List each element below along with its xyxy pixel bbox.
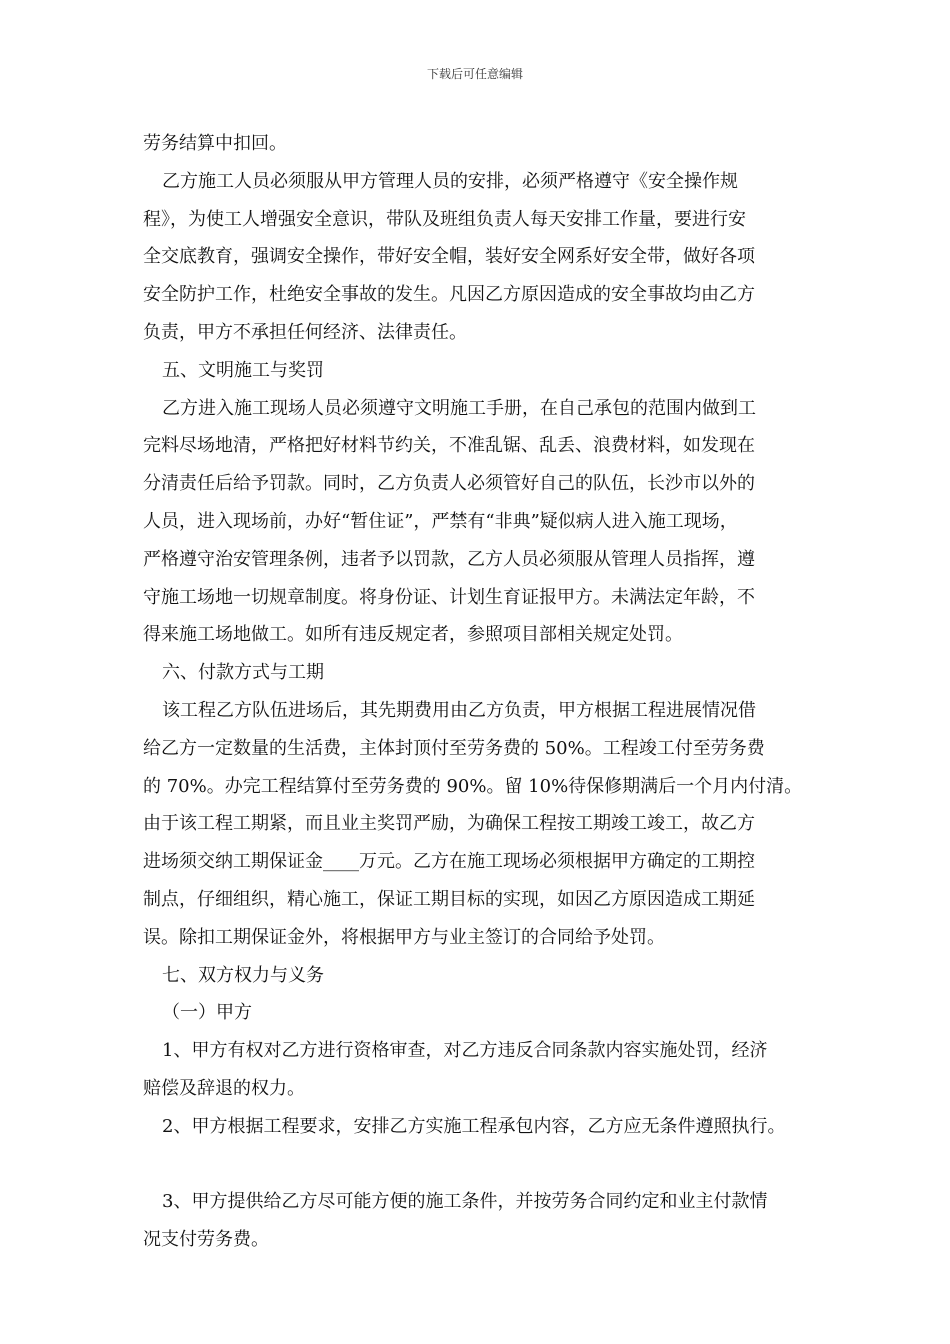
text-line: 给乙方一定数量的生活费，主体封顶付至劳务费的 50%。工程竣工付至劳务费: [143, 737, 765, 759]
text-line: 3、甲方提供给乙方尽可能方便的施工条件，并按劳务合同约定和业主付款情: [162, 1191, 768, 1213]
text-line: 赔偿及辞退的权力。: [143, 1077, 305, 1099]
text-line: 2、甲方根据工程要求，安排乙方实施工程承包内容，乙方应无条件遵照执行。: [162, 1115, 786, 1137]
text-line: 全交底教育，强调安全操作，带好安全帽，装好安全网系好安全带，做好各项: [143, 246, 755, 268]
text-line: 的 70%。办完工程结算付至劳务费的 90%。留 10%待保修期满后一个月内付清。: [143, 775, 803, 797]
text-line: 程》，为使工人增强安全意识，带队及班组负责人每天安排工作量，要进行安: [143, 208, 746, 230]
text-line: 得来施工场地做工。如所有违反规定者，参照项目部相关规定处罚。: [143, 624, 683, 646]
text-line: 分清责任后给予罚款。同时，乙方负责人必须管好自己的队伍，长沙市以外的: [143, 473, 755, 495]
section-heading: 七、双方权力与义务: [162, 964, 324, 986]
page-header: 下载后可任意编辑: [426, 67, 523, 81]
section-heading: 五、文明施工与奖罚: [162, 359, 324, 381]
text-line: 误。除扣工期保证金外，将根据甲方与业主签订的合同给予处罚。: [143, 926, 665, 948]
text-line: 乙方施工人员必须服从甲方管理人员的安排，必须严格遵守《安全操作规: [162, 170, 738, 192]
text-line: 安全防护工作，杜绝安全事故的发生。凡因乙方原因造成的安全事故均由乙方: [143, 284, 755, 306]
text-line: 完料尽场地清，严格把好材料节约关，不准乱锯、乱丢、浪费材料，如发现在: [143, 435, 755, 457]
subsection-heading: （一）甲方: [162, 1002, 252, 1024]
text-line: 乙方进入施工现场人员必须遵守文明施工手册，在自己承包的范围内做到工: [162, 397, 756, 419]
section-heading: 六、付款方式与工期: [162, 662, 324, 684]
blank-line: [143, 1146, 813, 1184]
text-line: 该工程乙方队伍进场后，其先期费用由乙方负责，甲方根据工程进展情况借: [162, 699, 756, 721]
text-line: 守施工场地一切规章制度。将身份证、计划生育证报甲方。未满法定年龄，不: [143, 586, 755, 608]
text-line: 制点，仔细组织，精心施工，保证工期目标的实现，如因乙方原因造成工期延: [143, 888, 755, 910]
text-line: 1、甲方有权对乙方进行资格审查，对乙方违反合同条款内容实施处罚，经济: [162, 1040, 768, 1062]
text-line: 进场须交纳工期保证金____万元。乙方在施工现场必须根据甲方确定的工期控: [143, 851, 755, 873]
text-line: 人员，进入现场前，办好“暂住证”，严禁有“非典”疑似病人进入施工现场，: [143, 510, 738, 532]
text-line: 严格遵守治安管理条例，违者予以罚款，乙方人员必须服从管理人员指挥，遵: [143, 548, 755, 570]
text-line: 由于该工程工期紧，而且业主奖罚严励，为确保工程按工期竣工竣工，故乙方: [143, 813, 755, 835]
text-line: 况支付劳务费。: [143, 1229, 269, 1251]
text-line: 劳务结算中扣回。: [143, 133, 287, 154]
text-line: 负责，甲方不承担任何经济、法律责任。: [143, 321, 467, 343]
document-body: [143, 125, 813, 1259]
